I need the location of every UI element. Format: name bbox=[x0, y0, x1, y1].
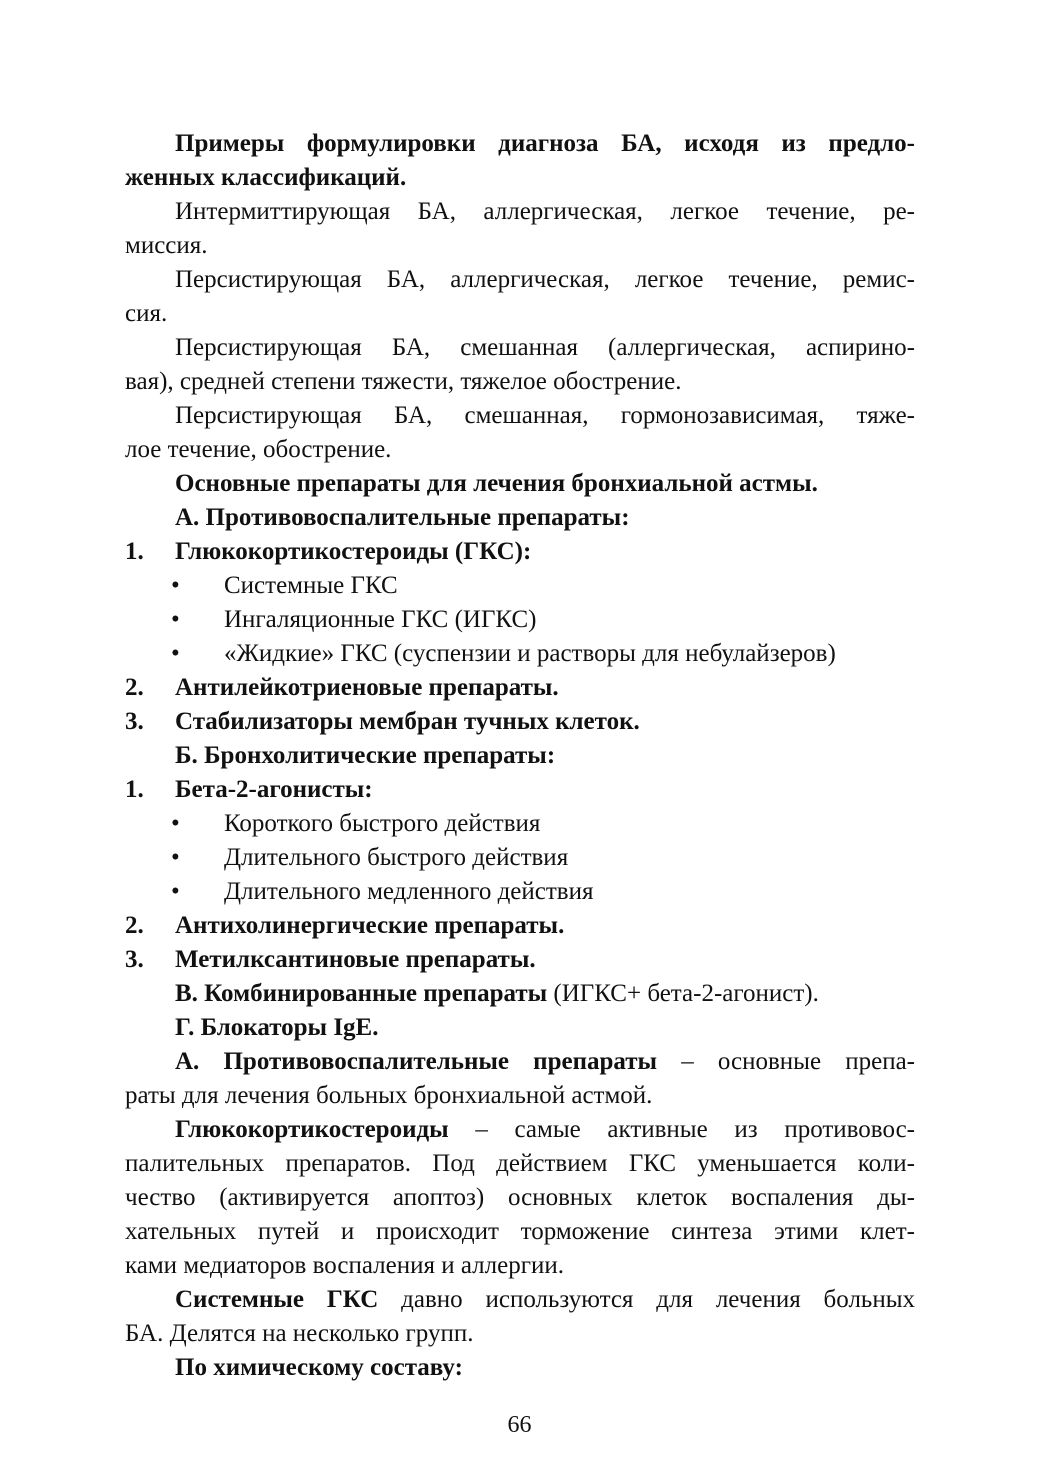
example-3-line2: вая), средней степени тяжести, тяжелое обострение. bbox=[125, 368, 682, 395]
para3-line1-text: давно используются для лечения больных bbox=[378, 1286, 915, 1313]
section-b-bullet-1: Короткого быстрого действия bbox=[224, 810, 541, 837]
section-b-title: Б. Бронхолитические препараты: bbox=[175, 742, 556, 769]
para2-line5: ками медиаторов воспаления и аллергии. bbox=[125, 1252, 564, 1279]
section-a-item-2-number: 2. bbox=[125, 674, 144, 701]
section-b-bullet-3: Длительного медленного действия bbox=[224, 878, 594, 905]
para2-line1-text: – самые активные из противовос- bbox=[448, 1116, 915, 1143]
section-a-bullet-2: Ингаляционные ГКС (ИГКС) bbox=[224, 606, 537, 633]
para1-line1-text: – основные препа- bbox=[657, 1048, 915, 1075]
para2-line3: чество (активируется апоптоз) основных клеток воспаления ды- bbox=[125, 1184, 915, 1211]
section-b-item-3-number: 3. bbox=[125, 946, 144, 973]
section-b-item-2-number: 2. bbox=[125, 912, 144, 939]
example-2-line1: Персистирующая БА, аллергическая, легкое течение, ремис- bbox=[175, 266, 915, 293]
para1-term: А. Противовоспалительные препараты bbox=[175, 1048, 658, 1075]
heading-chemical-composition: По химическому составу: bbox=[175, 1354, 463, 1381]
section-v-note: (ИГКС+ бета-2-агонист). bbox=[547, 980, 819, 1007]
para1-line1 bbox=[175, 1045, 915, 1079]
section-b-item-1-label: Бета-2-агонисты: bbox=[175, 776, 373, 803]
heading-main-drugs: Основные препараты для лечения бронхиальной астмы. bbox=[175, 470, 818, 497]
para1-line2: раты для лечения больных бронхиальной астмой. bbox=[125, 1082, 653, 1109]
section-a-item-1-number: 1. bbox=[125, 538, 144, 565]
example-4-line1: Персистирующая БА, смешанная, гормонозависимая, тяже- bbox=[175, 402, 915, 429]
heading-diagnosis-line2: женных классификаций. bbox=[125, 164, 407, 191]
bullet-icon: • bbox=[171, 878, 180, 905]
para2-line4: хательных путей и происходит торможение синтеза этими клет- bbox=[125, 1218, 915, 1245]
example-2-line2: сия. bbox=[125, 300, 168, 327]
example-1-line1: Интермиттирующая БА, аллергическая, легкое течение, ре- bbox=[175, 198, 915, 225]
para3-line2: БА. Делятся на несколько групп. bbox=[125, 1320, 474, 1347]
bullet-icon: • bbox=[171, 640, 180, 667]
para2-term: Глюкокортикостероиды bbox=[175, 1116, 449, 1143]
section-g-title: Г. Блокаторы IgE. bbox=[175, 1014, 379, 1041]
example-1-line2: миссия. bbox=[125, 232, 208, 259]
section-b-item-2-label: Антихолинергические препараты. bbox=[175, 912, 565, 939]
section-b-item-3-label: Метилксантиновые препараты. bbox=[175, 946, 536, 973]
bullet-icon: • bbox=[171, 606, 180, 633]
page-number: 66 bbox=[507, 1412, 532, 1438]
section-v-title: В. Комбинированные препараты bbox=[175, 980, 548, 1007]
section-b-bullet-2: Длительного быстрого действия bbox=[224, 844, 569, 871]
section-a-item-3-label: Стабилизаторы мембран тучных клеток. bbox=[175, 708, 640, 735]
section-a-title: А. Противовоспалительные препараты: bbox=[175, 504, 630, 531]
para3-term: Системные ГКС bbox=[175, 1286, 379, 1313]
section-b-item-1-number: 1. bbox=[125, 776, 144, 803]
section-a-bullet-1: Системные ГКС bbox=[224, 572, 398, 599]
para2-line1 bbox=[175, 1113, 915, 1147]
heading-diagnosis-line1: Примеры формулировки диагноза БА, исходя из предло- bbox=[175, 130, 915, 157]
section-v-line bbox=[175, 977, 915, 1011]
section-a-item-2-label: Антилейкотриеновые препараты. bbox=[175, 674, 559, 701]
bullet-icon: • bbox=[171, 572, 180, 599]
section-a-item-1-label: Глюкокортикостероиды (ГКС): bbox=[175, 538, 532, 565]
section-a-bullet-3: «Жидкие» ГКС (суспензии и растворы для небулайзеров) bbox=[224, 640, 836, 667]
section-a-item-3-number: 3. bbox=[125, 708, 144, 735]
bullet-icon: • bbox=[171, 810, 180, 837]
bullet-icon: • bbox=[171, 844, 180, 871]
example-4-line2: лое течение, обострение. bbox=[125, 436, 392, 463]
example-3-line1: Персистирующая БА, смешанная (аллергическая, аспирино- bbox=[175, 334, 915, 361]
para3-line1 bbox=[175, 1283, 915, 1317]
para2-line2: палительных препаратов. Под действием ГКС уменьшается коли- bbox=[125, 1150, 915, 1177]
